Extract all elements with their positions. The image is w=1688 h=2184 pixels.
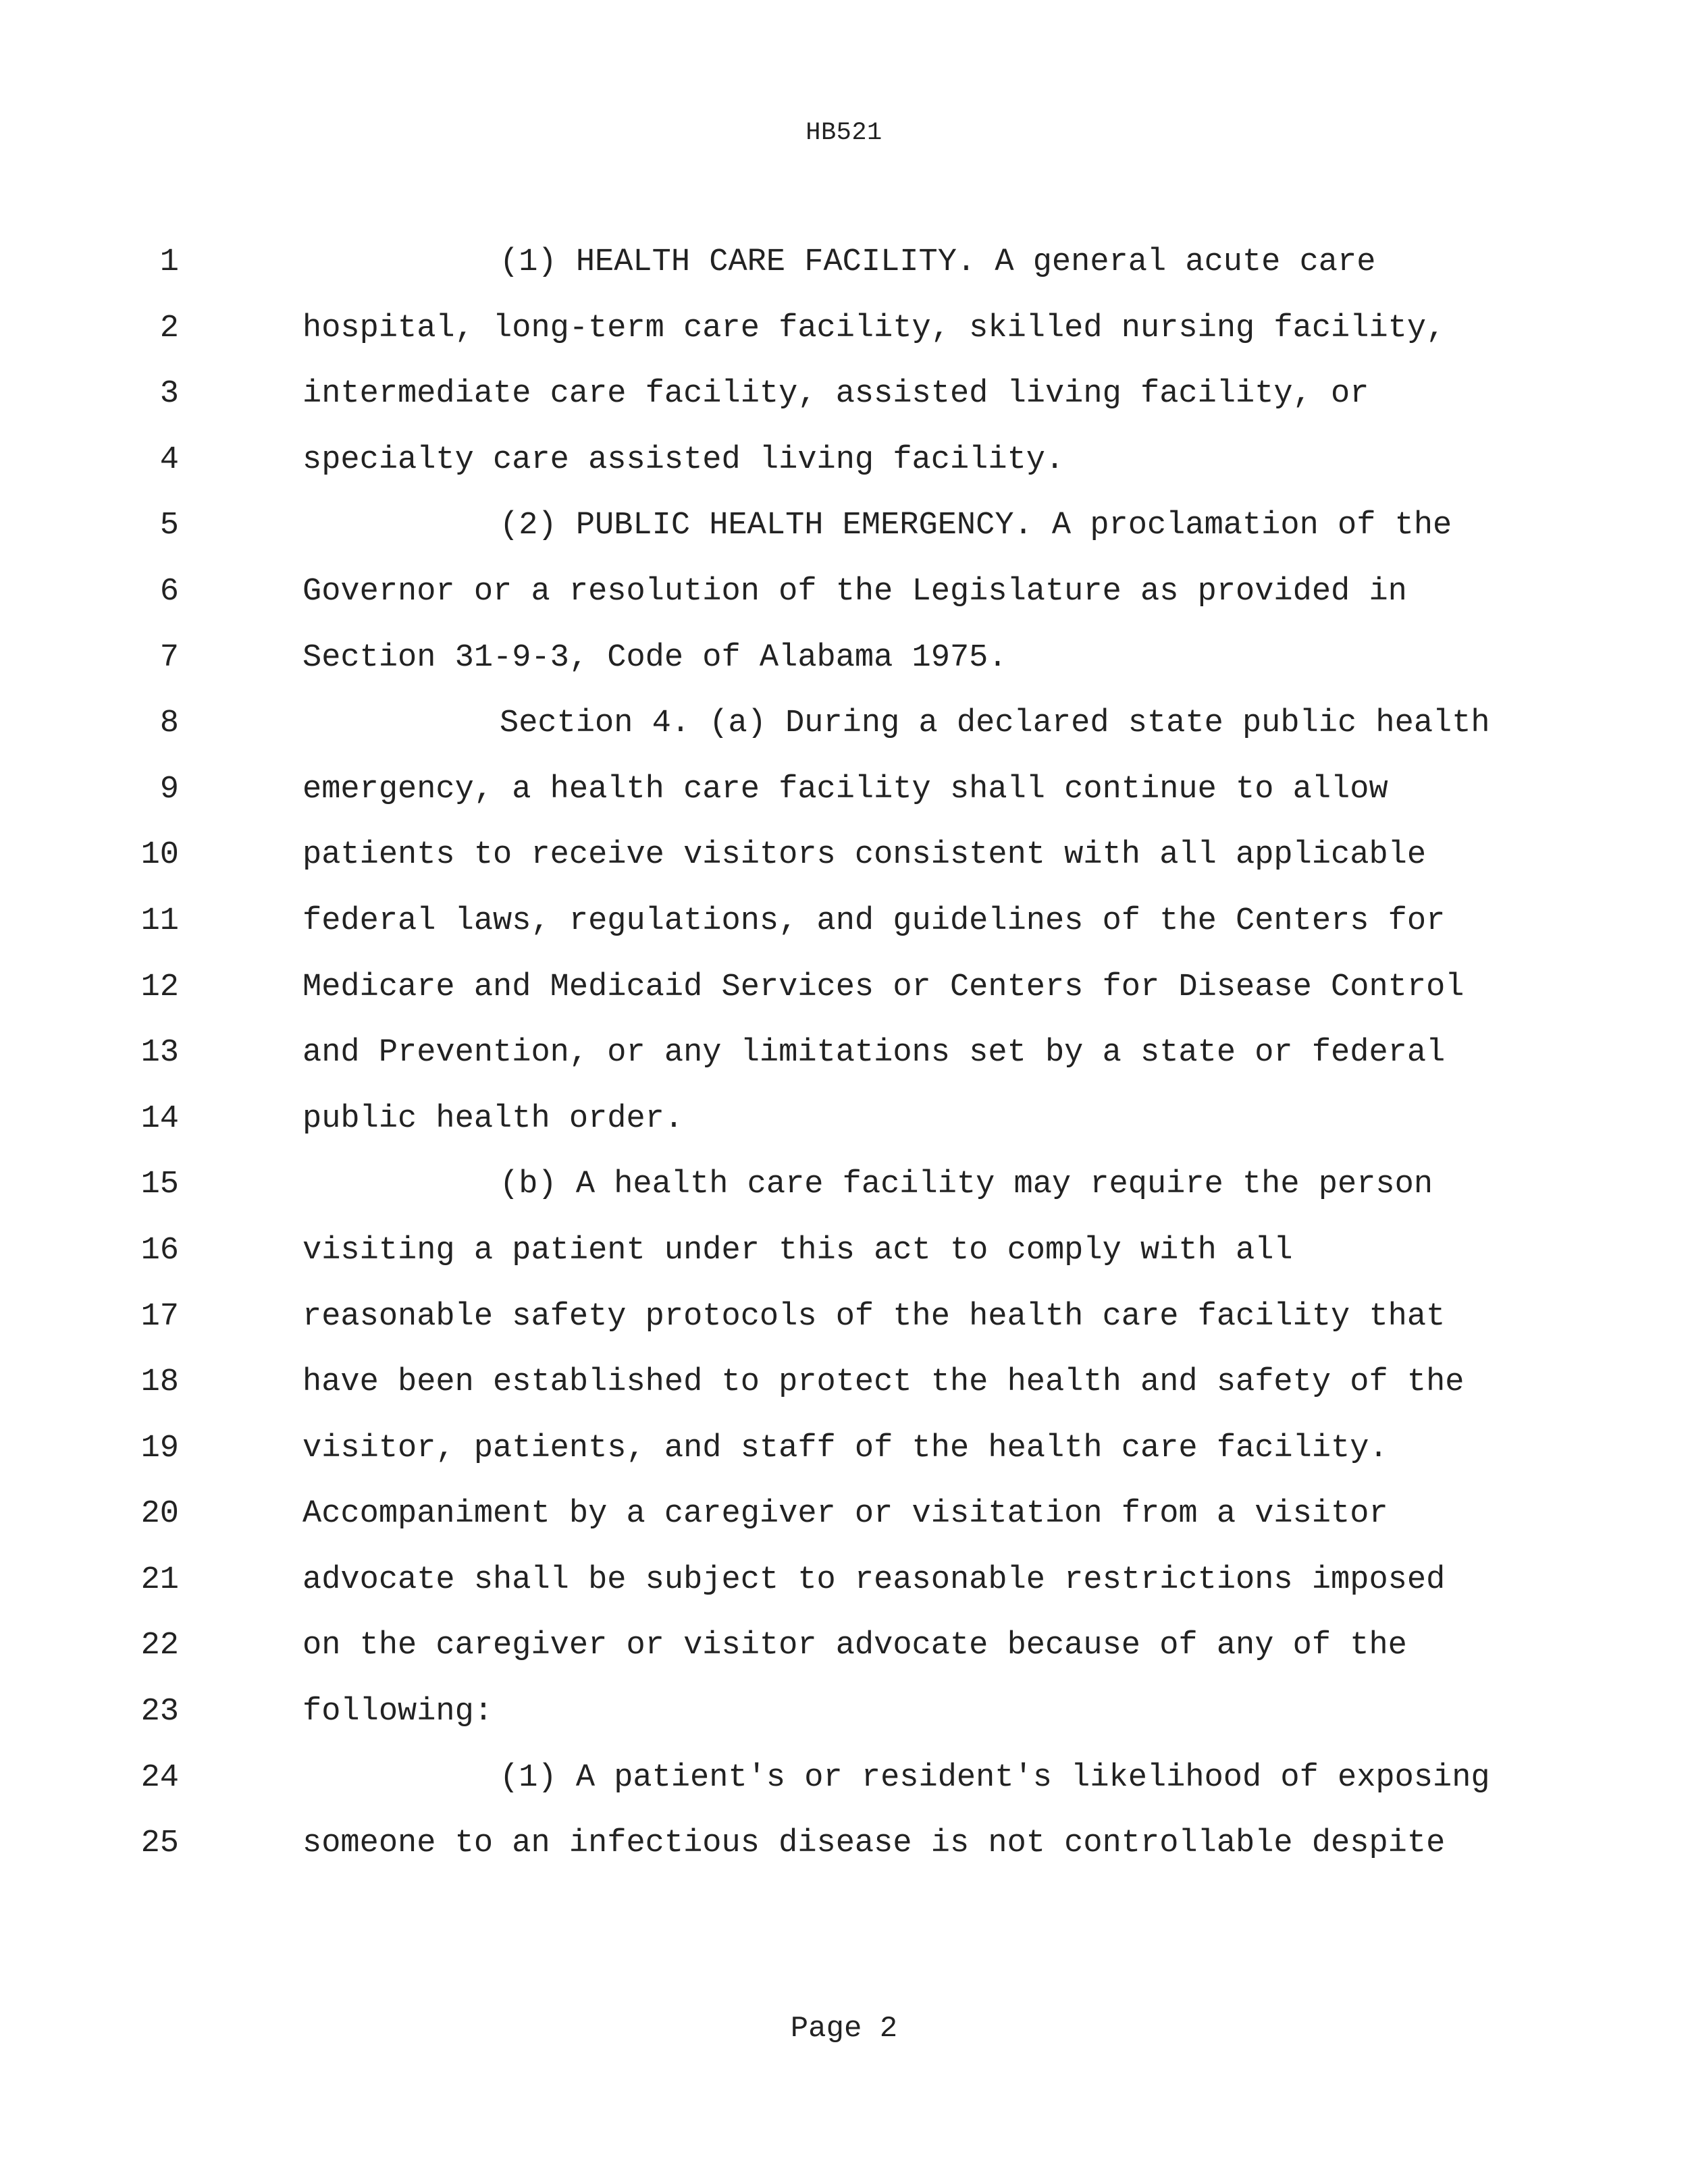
line-text: following:: [302, 1694, 494, 1730]
line-number: 4: [159, 442, 179, 478]
text-line: [0, 1034, 1688, 1100]
line-number: 13: [140, 1035, 179, 1071]
line-text: reasonable safety protocols of the health care facility that: [302, 1298, 1446, 1335]
text-line: [0, 704, 1688, 770]
line-text: (b) A health care facility may require the person: [500, 1167, 1433, 1203]
text-line: [0, 1429, 1688, 1495]
text-line: [0, 1693, 1688, 1759]
line-text: visiting a patient under this act to comply with all: [302, 1232, 1293, 1269]
line-number: 6: [159, 573, 179, 610]
text-line: [0, 639, 1688, 705]
text-line: [0, 1165, 1688, 1231]
bill-text-body: [0, 243, 1688, 1890]
text-line: [0, 1363, 1688, 1429]
line-text: public health order.: [302, 1100, 684, 1137]
text-line: [0, 506, 1688, 572]
line-text: Section 31-9-3, Code of Alabama 1975.: [302, 639, 1007, 676]
text-line: [0, 1759, 1688, 1825]
line-text: have been established to protect the health and safety of the: [302, 1364, 1465, 1401]
line-text: hospital, long-term care facility, skilled nursing facility,: [302, 310, 1446, 346]
line-number: 22: [140, 1628, 179, 1664]
text-line: [0, 902, 1688, 968]
text-line: [0, 1824, 1688, 1890]
text-line: [0, 1231, 1688, 1298]
line-number: 10: [140, 837, 179, 874]
line-text: someone to an infectious disease is not controllable despite: [302, 1826, 1446, 1862]
line-text: federal laws, regulations, and guidelines of the Centers for: [302, 903, 1446, 939]
page-number: Page 2: [790, 2012, 898, 2046]
line-number: 7: [159, 639, 179, 676]
line-text: Accompaniment by a caregiver or visitation from a visitor: [302, 1496, 1388, 1533]
line-number: 3: [159, 376, 179, 412]
line-number: 1: [159, 244, 179, 280]
text-line: [0, 770, 1688, 836]
line-number: 5: [159, 508, 179, 544]
text-line: [0, 309, 1688, 375]
line-text: visitor, patients, and staff of the health care facility.: [302, 1430, 1388, 1466]
line-text: intermediate care facility, assisted living facility, or: [302, 376, 1369, 412]
line-number: 16: [140, 1232, 179, 1269]
line-text: (1) HEALTH CARE FACILITY. A general acute care: [500, 244, 1376, 280]
line-text: specialty care assisted living facility.: [302, 442, 1065, 478]
line-text: emergency, a health care facility shall continue to allow: [302, 771, 1388, 807]
line-text: (2) PUBLIC HEALTH EMERGENCY. A proclamation of the: [500, 508, 1452, 544]
line-number: 9: [159, 771, 179, 807]
line-number: 24: [140, 1759, 179, 1796]
text-line: [0, 1561, 1688, 1627]
line-number: 25: [140, 1826, 179, 1862]
line-number: 21: [140, 1562, 179, 1598]
line-number: 20: [140, 1496, 179, 1533]
text-line: [0, 572, 1688, 639]
line-text: on the caregiver or visitor advocate because of any of the: [302, 1628, 1407, 1664]
line-number: 8: [159, 705, 179, 742]
text-line: [0, 1298, 1688, 1364]
line-text: Section 4. (a) During a declared state public health: [500, 705, 1490, 742]
text-line: [0, 968, 1688, 1034]
line-number: 18: [140, 1364, 179, 1401]
line-text: and Prevention, or any limitations set by a state or federal: [302, 1035, 1446, 1071]
text-line: [0, 1100, 1688, 1166]
line-number: 12: [140, 969, 179, 1005]
text-line: [0, 1495, 1688, 1561]
bill-header: HB521: [806, 119, 882, 147]
text-line: [0, 1626, 1688, 1693]
line-text: patients to receive visitors consistent with all applicable: [302, 837, 1427, 874]
line-number: 17: [140, 1298, 179, 1335]
line-number: 14: [140, 1100, 179, 1137]
text-line: [0, 243, 1688, 309]
line-number: 23: [140, 1694, 179, 1730]
text-line: [0, 441, 1688, 507]
text-line: [0, 375, 1688, 441]
line-number: 11: [140, 903, 179, 939]
line-text: (1) A patient's or resident's likelihood of exposing: [500, 1759, 1490, 1796]
text-line: [0, 836, 1688, 902]
line-text: Governor or a resolution of the Legislature as provided in: [302, 573, 1407, 610]
line-number: 19: [140, 1430, 179, 1466]
line-number: 2: [159, 310, 179, 346]
line-number: 15: [140, 1167, 179, 1203]
line-text: Medicare and Medicaid Services or Centers for Disease Control: [302, 969, 1465, 1005]
line-text: advocate shall be subject to reasonable restrictions imposed: [302, 1562, 1446, 1598]
